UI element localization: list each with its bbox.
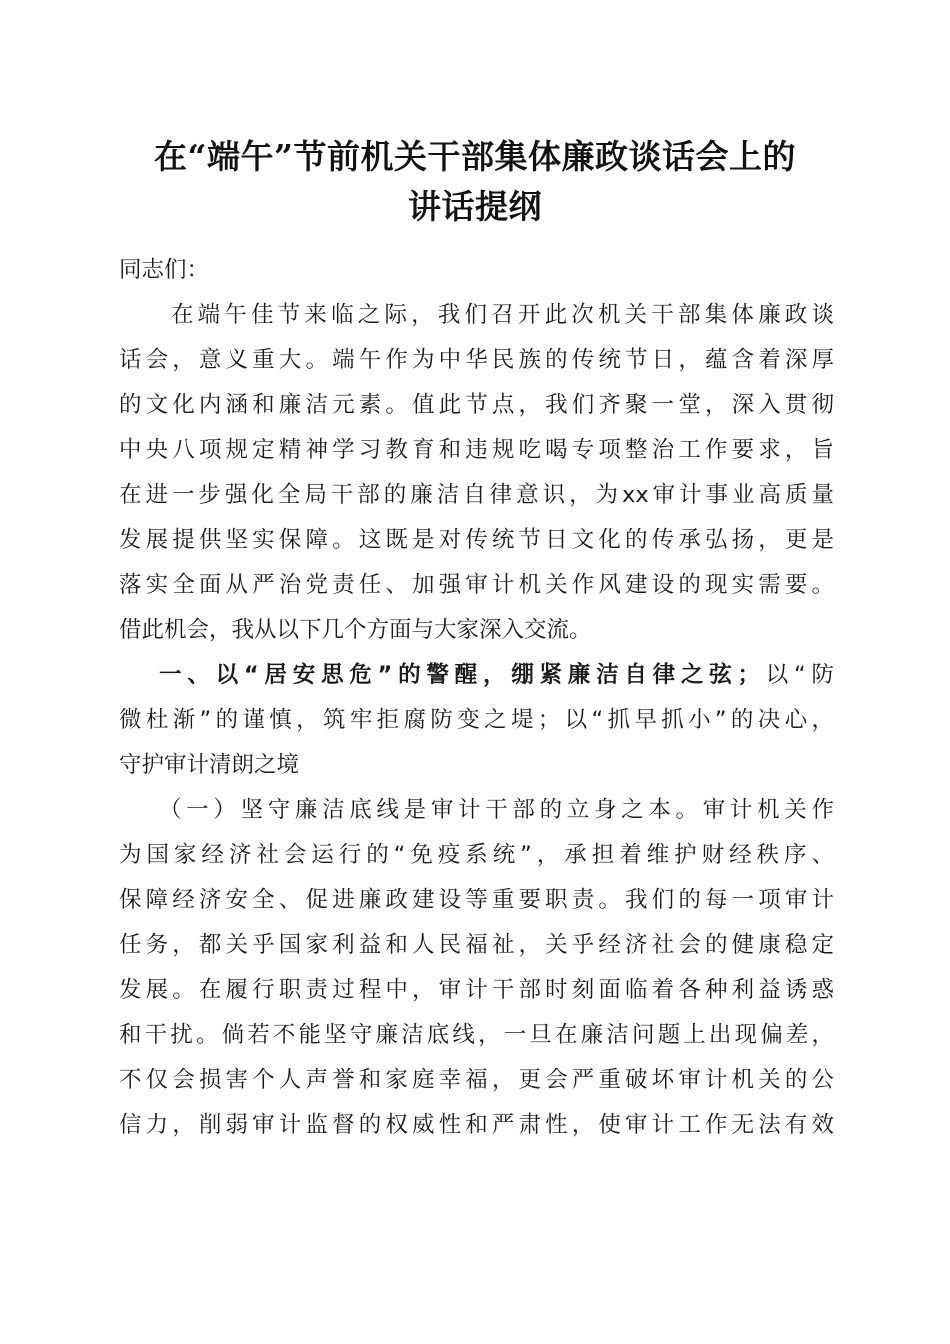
subsection-1-line: 保障经济安全、促进廉政建设等重要职责。我们的每一项审计 xyxy=(119,887,834,913)
document-title xyxy=(100,132,850,232)
subsection-1-line: 任务，都关乎国家利益和人民福祉，关乎经济社会的健康稳定 xyxy=(119,932,834,958)
intro-line: 发展提供坚实保障。这既是对传统节日文化的传承弘扬，更是 xyxy=(119,527,834,553)
subsection-1-line: （一）坚守廉洁底线是审计干部的立身之本。审计机关作 xyxy=(159,797,834,823)
section-1-line: 守护审计清朗之境 xyxy=(119,752,300,778)
title-line-1: 在“端午”节前机关干部集体廉政谈话会上的 xyxy=(154,137,796,176)
section-1-heading-rest: 以“防 xyxy=(759,662,834,688)
intro-line: 落实全面从严治党责任、加强审计机关作风建设的现实需要。 xyxy=(119,572,834,598)
subsection-1-line: 为国家经济社会运行的“免疫系统”，承担着维护财经秩序、 xyxy=(119,842,834,868)
intro-line: 话会，意义重大。端午作为中华民族的传统节日，蕴含着深厚 xyxy=(119,347,834,373)
subsection-1-line: 发展。在履行职责过程中，审计干部时刻面临着各种利益诱惑 xyxy=(119,977,834,1003)
section-1-heading-bold: 一、以“居安思危”的警醒，绷紧廉洁自律之弦； xyxy=(159,662,760,688)
section-1-heading xyxy=(119,653,834,698)
intro-line: 在端午佳节来临之际，我们召开此次机关干部集体廉政谈 xyxy=(171,302,834,328)
intro-line: 借此机会，我从以下几个方面与大家深入交流。 xyxy=(119,617,592,643)
subsection-1-line: 信力，削弱审计监督的权威性和严肃性，使审计工作无法有效 xyxy=(119,1112,834,1138)
section-1-line: 微杜渐”的谨慎，筑牢拒腐防变之堤；以“抓早抓小”的决心， xyxy=(119,707,834,733)
intro-line: 在进一步强化全局干部的廉洁自律意识，为xx审计事业高质量 xyxy=(119,482,834,508)
document-body xyxy=(119,248,834,1148)
salutation: 同志们： xyxy=(119,257,210,283)
title-line-2: 讲话提纲 xyxy=(408,187,542,226)
subsection-1-line: 和干扰。倘若不能坚守廉洁底线，一旦在廉洁问题上出现偏差， xyxy=(119,1022,834,1048)
intro-line: 中央八项规定精神学习教育和违规吃喝专项整治工作要求，旨 xyxy=(119,437,834,463)
intro-line: 的文化内涵和廉洁元素。值此节点，我们齐聚一堂，深入贯彻 xyxy=(119,392,834,418)
subsection-1-line: 不仅会损害个人声誉和家庭幸福，更会严重破坏审计机关的公 xyxy=(119,1067,834,1093)
